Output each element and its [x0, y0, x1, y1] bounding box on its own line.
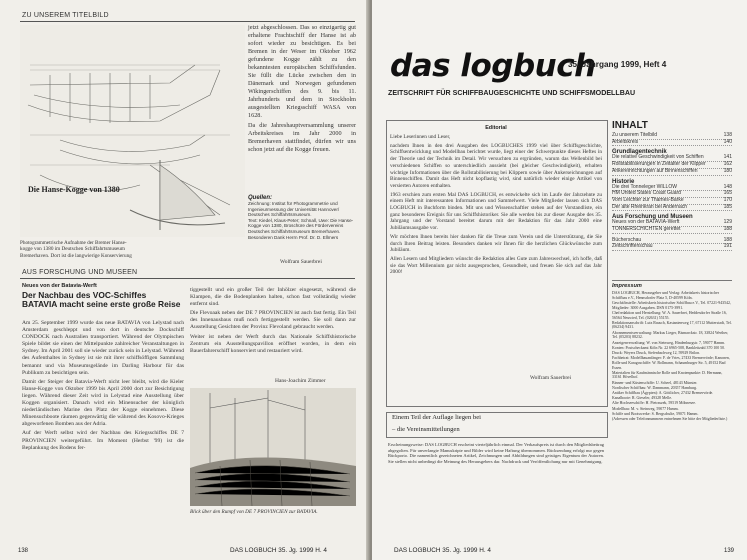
toc-entry-title: Arbeitskreis — [612, 138, 639, 145]
article-paragraph: Damit der Steiger der Batavia-Werft nicht leer bleibt, wird die Kieler Hanse-Kogge von Oktober 1999 bis April 2000 dort zur Besichtigung liegen. Während dieser Zeit wird in Lelystad eine Ausstellung über Koggen organisiert. Danach wird ein Minensucher der königlich niederländischen Marine den Platz der Kogge einnehmen. Diese Minensuchboote räumen gegenwärtig die während des Kosovo-Krieges abgeworfenen Bomben aus der Adria. — [22, 378, 184, 428]
toc-entry[interactable] — [612, 169, 732, 176]
toc-entry-title: Der alte Rheinkran bei Andernach — [612, 203, 688, 210]
toc-entry-title: TONNERSCHICHTEN gerettet — [612, 226, 681, 233]
toc-title: INHALT — [612, 120, 648, 131]
toc-section-heading: Grundlagentechnik — [612, 149, 667, 156]
news-label: Neues von der Batavia-Werft — [22, 283, 97, 289]
toc-entry-title: Ankereinrichtungen auf Binnenschiffen — [612, 167, 698, 174]
toc-entry-page: 188 — [723, 236, 732, 243]
quellen-item: Besonderen Dank Herrn Prof. Dr. D. Ellmers — [248, 234, 339, 240]
editorial-paragraph: 1963 erschien zum ersten Mal DAS LOGBUCH, es entwickelte sich im Laufe der Jahrzehnte zu einem Heft mit interessanten Informationen und Sammelwert. Viele Mitglieder lassen sich DAS LOGBUCH in Buchform binden. Mit uns und Wissenschaftler stehen auf der Vorstandliste, ein ganz besonderes Ereignis für uns Schiffshistoriker. Sie alle werden bis zur dieser Ausgabe des 35. Jahrgang und der Vorstand bereitet darum mit der Redaktion für das Jahr 2000 eine Jubiläumsausgabe vor. — [390, 191, 602, 232]
magazine-logo: das logbuch — [390, 48, 596, 84]
table-of-contents — [612, 120, 732, 251]
photo-caption: Blick über den Rumpf von DE 7 PROVINCIEN zur BATAVIA. — [190, 509, 318, 515]
editorial-text — [390, 134, 602, 278]
footer-right: DAS LOGBUCH 35. Jg. 1999 H. 4 — [394, 547, 491, 554]
page-number-left: 138 — [18, 548, 29, 554]
toc-entry-page: 165 — [723, 190, 732, 197]
toc-entry-page: 138 — [723, 132, 732, 138]
toc-entry-page: 129 — [723, 219, 732, 226]
toc-entry-title: HM United States Coast Guard — [612, 190, 681, 197]
page-number-right: 139 — [724, 548, 735, 554]
footer-left: DAS LOGBUCH 35. Jg. 1999 H. 4 — [230, 547, 327, 554]
toc-entry-title: Die relative Geschwindigkeit von Schiffen — [612, 154, 704, 161]
article-headline: Der Nachbau des VOC-Schiffes BATAVIA macht seine erste große Reise — [22, 290, 181, 310]
impressum-entry: Abonnementsverwaltung: Markus Lieger, Bismarckstr. 18, 33824 Werther, Tel. (05203) 88232. — [612, 330, 729, 340]
article-paragraph: tiggestellt und ein großer Teil der Inhölzer eingesetzt, während die Klampen, die die Bodenplanken halten, schon fast vollständig wieder entfernt sind. — [190, 287, 356, 308]
article-column-2 — [190, 287, 356, 357]
toc-entry-page: 191 — [723, 243, 732, 250]
impressum-entry: Konten: Postscheckamt Köln Nr. 22 6965-508, Bankleitzahl 370 100 50. — [612, 345, 726, 350]
toc-section-heading: Aus Forschung und Museen — [612, 214, 693, 221]
toc-entry-title: Rollstabilisierungen in Zeitalter der Klipper — [612, 161, 706, 168]
quellen-box — [248, 195, 358, 240]
impressum-entry: Binnen- und Küstenschiffe: U. Scheel, 48143 Münster. — [612, 380, 698, 385]
impressum-title: Impressum — [612, 283, 642, 289]
toc-entry[interactable] — [612, 227, 732, 234]
quellen-item: Text: Kiedel, Klaus-Peter; Schnall, Uwe: Die Hanse-Kogge von 1380, Broschüre des Fördervereins Deutsches Schiffahrtsmuseum Bremerhaven. — [248, 217, 354, 234]
impressum-entry: Schiffe und Bootswerke: S. Bergschulte, 59071 Hamm. — [612, 411, 699, 416]
toc-entry[interactable] — [612, 205, 732, 212]
section-header-titelbild: ZU UNSEREM TITELBILD — [22, 12, 109, 19]
toc-entry[interactable] — [612, 140, 732, 147]
article-paragraph: Am 25. September 1999 wurde das neue BATAVIA von Lelystad nach Amsterdam geschleppt und von dort in deutsche Dockschiff CONDOCK nach Australien transportiert. Während der Olympischen Spiele bildet sie einen der Mittelpunkte zahlreicher Veranstaltungen in Sydney. Im April 2001 soll sie wieder zurück sein in Lelystad. Während des Aufenthaltes in Sydney ist sie mit ihrer schiffsöffigen Sammlung bemannt und via Museumsgelände im Darling Harbour für das Publikum zu besichtigen sein. — [22, 320, 184, 376]
toc-entry-title: Zeitschriftenschau — [612, 243, 653, 250]
impressum-list — [612, 291, 732, 422]
toc-entry-title: Zu unserem Titelbild — [612, 132, 658, 138]
kogge-paragraph: Da die Jahreshauptversammlung unserer Arbeitskreises im Jahr 2000 in Bremerhaven stattfindet, dürfen wir uns schon jetzt auf die Kogge freuen. — [248, 122, 356, 153]
impressum-entry: Anzeigenverwaltung: W. von Steinweg, Hindenburgstr. 7, 59077 Hamm. — [612, 340, 726, 345]
kogge-drawing — [20, 25, 245, 237]
impressum-entry: Antiker Schiffbau (Ägypten): A. Göttlicher, 27432 Bremervörde. — [612, 391, 714, 396]
beilage-line-2: – die Vereinsmitteilungen — [392, 426, 460, 433]
editorial-author: Wolfram Sauerbrei — [530, 375, 572, 381]
kogge-paragraph: jetzt abgeschlossen. Das so einzigartig gut erhaltene Frachtschiff der Hanse ist ab sofort wieder zu besichtigen. Es bei Bremen in der Weser im Oktober 1962 gefundene Kogge zählt zu den bekanntesten europäischen Schiffsfunden. Sie füllt die Lücke zwischen den in Dänemark und Norwegen gefundenen Wikingerschiffen des 9. bis 11. Jahrhunderts und dem in Stockholm ausgestellten Kriegsschiff WASA von 1628. — [248, 24, 356, 119]
article-paragraph: Weiter ist neben der Werft durch das Nationale Schiffshistorische Zentrum ein Ausstellungspavillon eröffnet worden, in dem ein Bauerfahrerschiff konserviert und restauriert wird. — [190, 333, 356, 354]
editorial-salutation: Liebe Leserinnen und Leser, — [390, 134, 451, 140]
author-zimmer: Hans-Joachim Zimmer — [275, 378, 326, 384]
toc-entry-page: 141 — [723, 154, 732, 161]
impressum-entry: Nordischer Schiffbau: W. Dammann, 20357 Hamburg. — [612, 385, 698, 390]
right-page — [372, 0, 747, 560]
kogge-article-text — [248, 24, 356, 156]
toc-section-heading: Historie — [612, 178, 635, 185]
impressum-box — [612, 280, 732, 422]
impressum-entry: Druck: Weyers Druck, Siefenbachweg 12, 59929 Brilon. — [612, 350, 701, 355]
toc-entry-page: 188 — [723, 226, 732, 233]
ship-hull-photo — [190, 388, 356, 506]
impressum-entry: Redaktionsanschrift: Lutz Rausch, Kastanienweg 17, 67112 Mutterstadt, Tel. (06234) 9431. — [612, 320, 732, 330]
impressum-entry: Kanalboote: R. Gieseler, 49328 Melle. — [612, 396, 673, 401]
article-paragraph: Die Flevoaak neben der DE 7 PROVINCIEN ist auch fast fertig. Ein Teil des Innenausbaus muß noch fertiggestellt werden. Sie soll dann zur Ausstellung Gesichten der Provinz Flevoland gebraucht werden. — [190, 310, 356, 331]
impressum-entry: Materialien für Kaufmännische Rolle und Knotenpunkte: D. Hermann, 33161 Hövelhof. — [612, 370, 723, 380]
impressum-entry: Geschäftsstelle: Arbeitskreis historischer Schiffbau e.V., Tel. 07221-943542, Mitglieder: 3000 Ausgaben. DSN 0175-3991. — [612, 300, 731, 310]
beilage-line-1: Einem Teil der Auflage liegen bei — [392, 414, 481, 421]
toc-entry-page: 148 — [723, 183, 732, 190]
toc-entry-title: Vom Leichter zur Thames-Barke — [612, 196, 684, 203]
impressum-entry: Chefredaktion und Herstellung: W. A. Sauerbrei, Heddesdorfer Straße 16, 56564 Neuwied, Tel. (02631) 55155. — [612, 310, 727, 320]
batavia-photo — [190, 388, 356, 506]
toc-entry-page: 170 — [723, 196, 732, 203]
toc-entry-title: Die drei Tonneleger WILLOW — [612, 183, 677, 190]
author-sauerbrei-left: Wolfram Sauerbrei — [280, 259, 322, 265]
toc-list — [612, 133, 732, 251]
impressum-entry: Alte Hochseeschiffe: H. Pietraszek, 59519 Möhnesee. — [612, 401, 696, 406]
kogge-image-label: Die Hanse-Kogge von 1380 — [28, 185, 120, 194]
editorial-paragraph: nachdem Ihnen in den drei Ausgaben des LOGBUCHES 1999 viel über Schiffsgeschichte, Schiffsentwicklung und Modellbau berichtet wurde, liegt einer der Schwerpunkte dieses Heftes in der Theorie und der Technik im Detail. Wir versuchten zu ergründen, warum das Wellenbild bei verschiedenen Schiffen so unterschiedlich aussieht (bei gleicher Geschwindigkeit), erhalten wichtige Informationen über die Rollstabilisierung bei Klippern sowie über Ankerseichnungen auf Binnenschiffen. Damit das Heft nicht kopflastig wird, sind natürlich wieder einige Artikel von versierten Autoren enthalten. — [390, 142, 602, 189]
erscheinung-text: Erscheinungsweise: DAS LOGBUCH erscheint vierteljährlich einmal. Der Verkaufspreis ist durch den Mitgliedsbeitrag abgegolten. Für unverlangte Manuskripte und Bilder wird keine Haftung übernommen. Rücksendung erfolgt nur gegen Rückporto. Die namentlich gezeichneten Artikel, Zeichnungen und Abbildungen sind geistiges Eigentum der Autoren. Sie stellen nicht unbedingt die Meinung des Herausgebers dar. Nachdruck und Veröffentlichung nur mit Genehmigung. — [388, 442, 604, 464]
quellen-item: Zeichnung: Institut für Photogrammetrie und Ingenieurmessung der Universität Hannover/ Deutsches Schiffahrtsmuseum. — [248, 201, 340, 218]
toc-entry-title: Neues von der BATAVIA-Werft — [612, 219, 680, 226]
magazine-subtitle: ZEITSCHRIFT FÜR SCHIFFBAUGESCHICHTE UND SCHIFFSMODELLBAU — [388, 89, 636, 97]
article-column-1 — [22, 320, 184, 454]
kogge-caption: Photogrammetrische Aufnahme der Bremer Hanse-kogge von 1380 im Deutschen Schiffahrtsmuseum Bremerhaven. Dort ist die langwierige Konservierung — [20, 240, 132, 259]
left-page — [0, 0, 370, 560]
impressum-entry: (Adressen oder Telefonnummern entnehmen Sie bitte der Mitgliederliste.) — [612, 417, 728, 422]
impressum-entry: Fachbeirat: Modellbauanfänger: F. de Vries, 27433 Bremervörde; Kanonen, Rolle und Karagoschiffe: W. Bollmann, Schaumburger Str. 5, 49152 Bad Essen. — [612, 356, 730, 370]
kogge-ship-illustration — [20, 25, 245, 237]
toc-entry[interactable] — [612, 244, 732, 251]
toc-entry-page: 180 — [723, 167, 732, 174]
section-header-forschung: AUS FORSCHUNG UND MUSEEN — [22, 269, 138, 276]
editorial-paragraph: Allen Lesern und Mitgliedern wünscht die Redaktion alles Gute zum Jahreswechsel, ich hoffe, daß sie das Wort Millennium gar nicht ausgesprochen, Gesundheit, und freuen Sie sich auf das Jahr 2000! — [390, 255, 602, 276]
issue-info: 35. Jahrgang 1999, Heft 4 — [568, 60, 667, 69]
quellen-title: Quellen: — [248, 195, 273, 201]
impressum-entry: DAS LOGBUCH, Herausgeber und Verlag: Arbeitskreis historischer Schiffbau e.V., Hennsdorfer Platz 5, D-40599 Köln. — [612, 291, 720, 300]
toc-entry-page: 185 — [723, 203, 732, 210]
article-paragraph: Auf der Werft selbst wird der Nachbau des Kriegsschiffes DE 7 PROVINCIEN weitergeführt. Im Moment (Herbst '99) ist die Beplankung des Bodens fer- — [22, 430, 184, 451]
toc-entry-page: 162 — [723, 161, 732, 168]
editorial-paragraph: Wir möchten Ihnen bereits hier danken für die Treue zum Verein und die Unterstützung, die Sie durch Ihren Beitrag leisten. Besonders danken wir Ihnen für die herzlichen Glückwünsche zum Jubiläum. — [390, 233, 602, 254]
impressum-entry: Modellbau: M. v. Steinweg, 59077 Hamm. — [612, 406, 679, 411]
editorial-title: Editorial — [485, 125, 507, 131]
toc-entry-page: 140 — [723, 138, 732, 145]
toc-entry-title: Bücherschau — [612, 236, 642, 243]
